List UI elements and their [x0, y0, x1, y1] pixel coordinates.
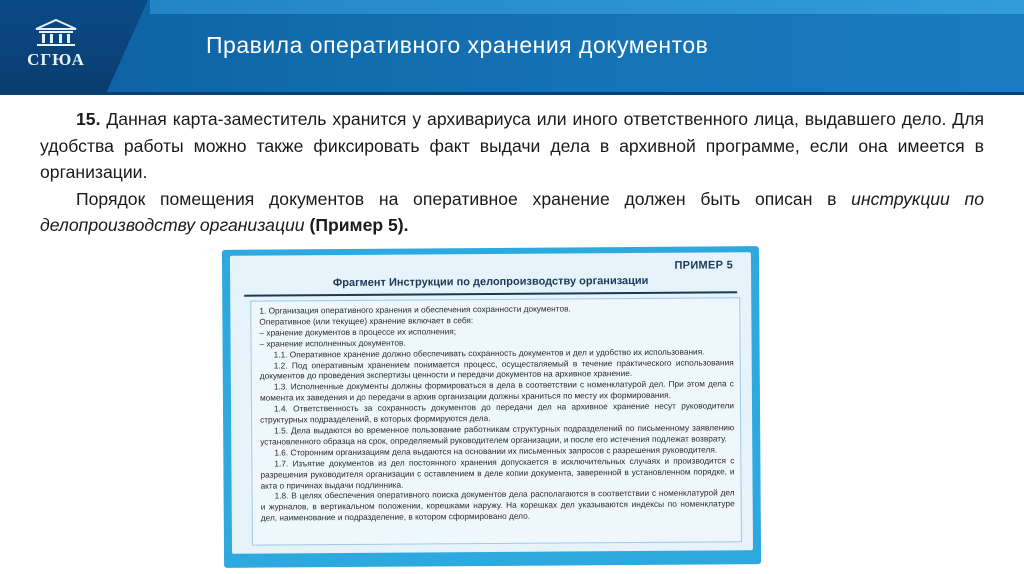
header-accent-strip	[150, 0, 1024, 14]
fragment-line: – хранение документов в процессе их исполнения;	[259, 326, 457, 338]
fragment-line: 1.4. Ответственность за сохранность документов до передачи дел на архивное хранение несут руководители структурных подразделений, в которых формируются дела.	[260, 400, 735, 425]
fragment-line: 1.2. Под оперативным хранением понимается процесс, осуществляемый в течение практического использования документов до проведения экспертизы ценности и передачи документов на архивное хранение.	[259, 356, 734, 382]
logo-text: СГЮА	[27, 50, 85, 69]
fragment-line: 1.1. Оперативное хранение должно обеспечивать сохранность документов и дел и удобство их использования.	[273, 346, 705, 360]
fragment-line: 1.6. Сторонним организациям дела выдаются на основании их письменных запросов с разрешения руководителя.	[274, 444, 718, 458]
university-logo	[18, 18, 94, 78]
paragraph-procedure	[40, 186, 984, 239]
procedure-text: Порядок помещения документов на оперативное хранение должен быть описан в	[76, 188, 852, 209]
paragraph-15	[40, 106, 984, 186]
paragraph-15-text: Данная карта-заместитель хранится у архивариуса или иного ответственного лица, выдавшего дело. Для удобства работы можно также фиксировать факт выдачи дела в архивной программе, если она имеется в организации.	[40, 109, 984, 182]
example-label: ПРИМЕР 5	[674, 259, 734, 272]
example-panel	[230, 252, 753, 554]
building-icon	[33, 18, 79, 48]
slide-title: Правила оперативного хранения документов	[206, 32, 709, 58]
example-heading: Фрагмент Инструкции по делопроизводству организации	[332, 274, 649, 290]
fragment-line: 1.3. Исполненные документы должны формироваться в дела в соответствии с номенклатурой дел. При этом дела с момента их заведения и до передачи в архив организации должны храниться по месту их формирования.	[259, 378, 734, 403]
instruction-fragment	[250, 297, 742, 545]
fragment-line: 1.5. Дела выдаются во временное пользование работникам структурных подразделений по письменному заявлению установленного образца на срок, определяемый руководителем организации, и после его истечения подлежат возврату.	[260, 422, 735, 447]
header-band	[0, 0, 1024, 92]
fragment-line: Оперативное (или текущее) хранение включает в себя:	[259, 315, 474, 327]
fragment-line: 1.7. Изъятие документов из дел постоянного хранения допускается в исключительных случаях и производится с разрешения руководителя организации с оставлением в деле копии документа, заверенной в установленном порядке, и акта о причинах выдачи подлинника.	[260, 454, 735, 491]
example-5-image	[222, 246, 761, 568]
fragment-line: – хранение исполненных документов.	[259, 337, 406, 349]
fragment-line: 1.8. В целях обеспечения оперативного поиска документов дела располагаются в соответствии с номенклатурой дел и журналов, в вертикальном положении, корешками наружу. На корешках дел указываются индексы по номенклатуре дел, наименование и подразделение, в котором сформировано дело.	[260, 487, 735, 523]
example-reference: (Пример 5).	[309, 215, 409, 235]
example-heading-rule	[244, 291, 737, 296]
header-divider	[0, 92, 1024, 95]
instruction-reference: инструкции по делопроизводству организации	[40, 188, 984, 235]
paragraph-number: 15.	[76, 109, 101, 129]
slide-body	[40, 106, 984, 239]
fragment-line: 1. Организация оперативного хранения и обеспечения сохранности документов.	[259, 303, 571, 316]
